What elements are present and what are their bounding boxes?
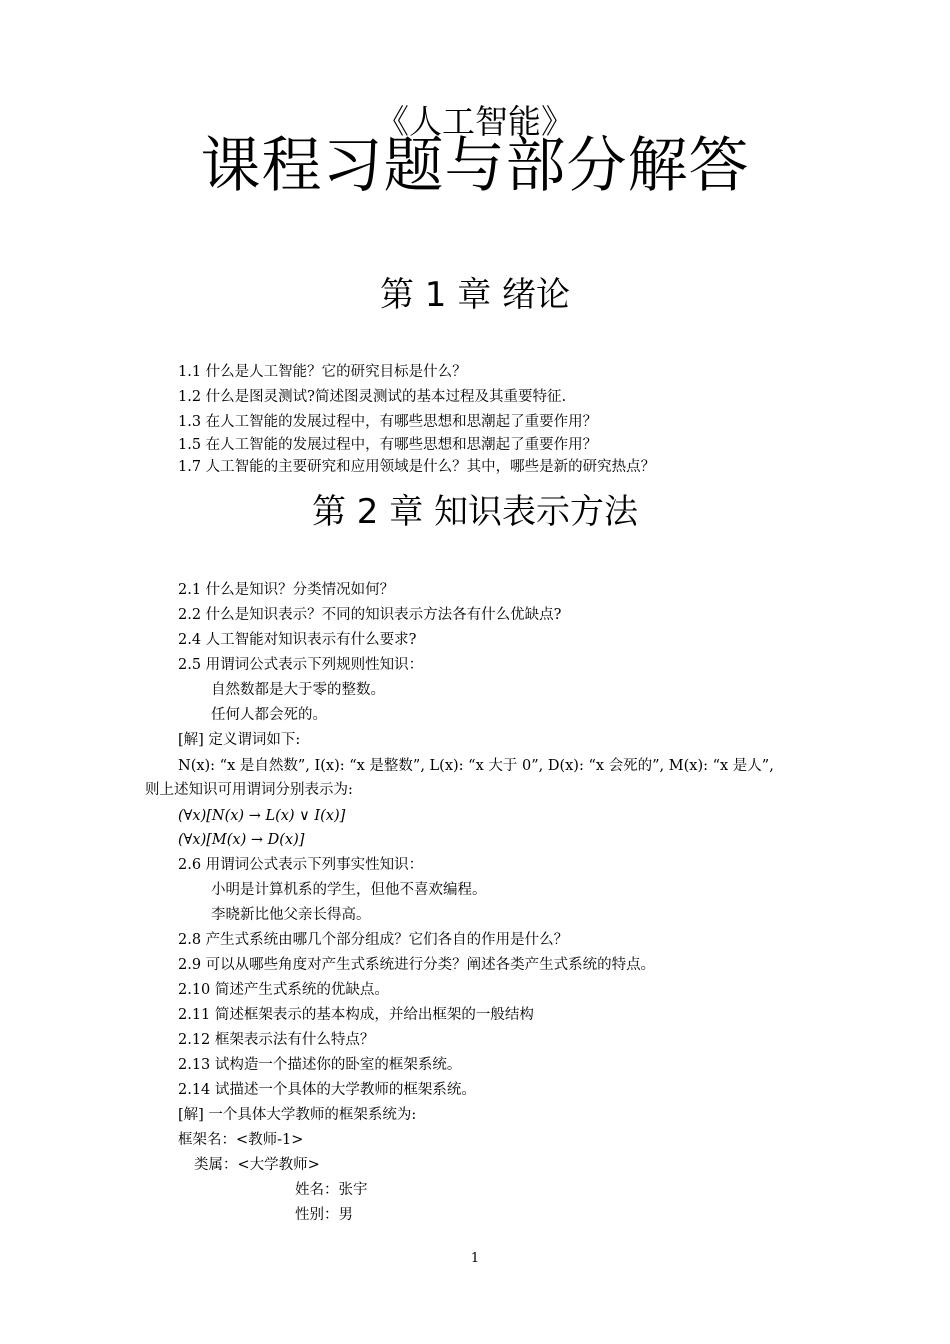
question-1-3: 1.3 在人工智能的发展过程中，有哪些思想和思潮起了重要作用？: [178, 414, 598, 430]
chapter-1-heading: 第 1 章 绪论: [379, 275, 571, 315]
answer-label: [解] 一个具体大学教师的框架系统为:: [178, 1107, 417, 1123]
question-2-2: 2.2 什么是知识表示？不同的知识表示方法各有什么优缺点?: [178, 607, 562, 623]
question-1-7: 1.7 人工智能的主要研究和应用领域是什么？其中，哪些是新的研究热点？: [178, 459, 656, 475]
question-2-13: 2.13 试构造一个描述你的卧室的框架系统。: [178, 1057, 462, 1073]
document-title: 课程习题与部分解答: [200, 131, 750, 201]
question-1-5: 1.5 在人工智能的发展过程中，有哪些思想和思潮起了重要作用？: [178, 437, 598, 453]
document-subtitle: 《人工智能》: [376, 102, 574, 141]
answer-label: [解] 定义谓词如下:: [178, 732, 301, 748]
question-2-1: 2.1 什么是知识？分类情况如何？: [178, 582, 395, 598]
knowledge-item: 自然数都是大于零的整数。: [211, 682, 385, 698]
question-2-4: 2.4 人工智能对知识表示有什么要求?: [178, 632, 417, 648]
question-2-5: 2.5 用谓词公式表示下列规则性知识：: [178, 657, 424, 673]
fact-item: 小明是计算机系的学生，但他不喜欢编程。: [211, 882, 487, 898]
fact-item: 李晓新比他父亲长得高。: [211, 907, 371, 923]
question-1-1: 1.1 什么是人工智能？它的研究目标是什么？: [178, 364, 467, 380]
question-2-14: 2.14 试描述一个具体的大学教师的框架系统。: [178, 1082, 476, 1098]
frame-slot-name: 姓名：张宇: [295, 1182, 368, 1198]
question-2-8: 2.8 产生式系统由哪几个部分组成？它们各自的作用是什么？: [178, 932, 569, 948]
knowledge-item: 任何人都会死的。: [211, 707, 327, 723]
question-2-11: 2.11 简述框架表示的基本构成，并给出框架的一般结构: [178, 1007, 534, 1023]
formula-1: (∀x)[N(x) → L(x) ∨ I(x)]: [178, 808, 346, 824]
formula-2: (∀x)[M(x) → D(x)]: [178, 832, 305, 848]
page-number: 1: [470, 1251, 480, 1266]
predicate-definitions-continued: 则上述知识可用谓词分别表示为:: [145, 782, 353, 798]
frame-slot-gender: 性别：男: [295, 1207, 353, 1223]
question-2-10: 2.10 简述产生式系统的优缺点。: [178, 982, 389, 998]
question-1-2: 1.2 什么是图灵测试?简述图灵测试的基本过程及其重要特征.: [178, 389, 567, 405]
frame-name: 框架名：<教师-1>: [178, 1132, 304, 1148]
predicate-definitions: N(x): “x 是自然数”, I(x): “x 是整数”, L(x): “x 大于 0”, D(x): “x 会死的”, M(x): “x 是人”,: [178, 758, 774, 774]
question-2-12: 2.12 框架表示法有什么特点？: [178, 1032, 375, 1048]
question-2-9: 2.9 可以从哪些角度对产生式系统进行分类？阐述各类产生式系统的特点。: [178, 957, 656, 973]
frame-class: 类属：<大学教师>: [194, 1157, 320, 1173]
chapter-2-heading: 第 2 章 知识表示方法: [311, 492, 639, 532]
question-2-6: 2.6 用谓词公式表示下列事实性知识：: [178, 857, 424, 873]
